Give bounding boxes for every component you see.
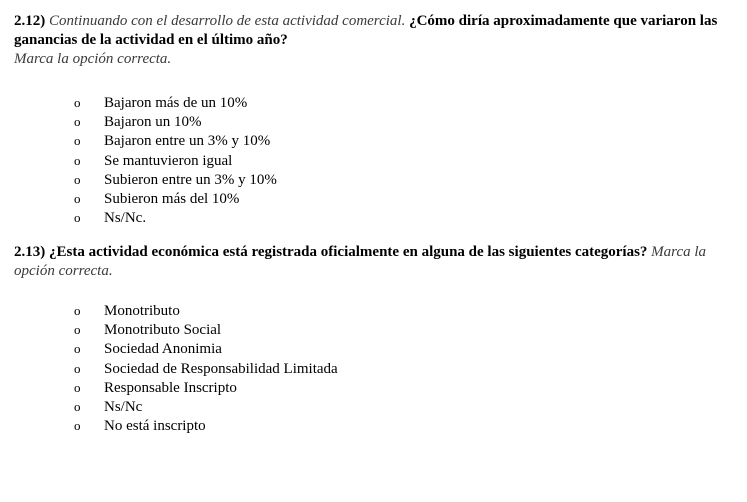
question-number: 2.13) xyxy=(14,244,46,260)
question-instruction: Marca la opción correcta. xyxy=(14,51,172,67)
option-item[interactable] xyxy=(14,397,734,416)
radio-circle-icon[interactable]: o xyxy=(74,152,81,168)
radio-circle-icon[interactable]: o xyxy=(74,303,81,318)
option-label: Monotributo xyxy=(104,303,180,319)
question-text: ¿Esta actividad económica está registrada oficialmente en alguna de las siguientes categorías? xyxy=(49,244,648,260)
option-label: Responsable Inscripto xyxy=(104,379,237,396)
question-intro: Continuando con el desarrollo de esta actividad comercial xyxy=(49,13,402,29)
question-2-13 xyxy=(14,243,734,435)
radio-circle-icon[interactable]: o xyxy=(74,95,81,110)
option-label: Subieron entre un 3% y 10% xyxy=(104,171,277,188)
radio-circle-icon[interactable]: o xyxy=(74,379,81,395)
option-item[interactable] xyxy=(14,359,734,378)
question-heading xyxy=(14,243,734,281)
radio-circle-icon[interactable]: o xyxy=(74,133,81,149)
question-2-12 xyxy=(14,12,734,227)
option-label: Ns/Nc. xyxy=(104,210,147,227)
option-item[interactable] xyxy=(14,131,734,150)
radio-circle-icon[interactable]: o xyxy=(74,210,81,226)
option-label: Ns/Nc xyxy=(104,398,143,415)
option-item[interactable] xyxy=(14,112,734,131)
options-list xyxy=(14,301,734,435)
question-instruction: Marca la opción correcta. xyxy=(14,244,707,279)
option-label: Se mantuvieron igual xyxy=(104,152,233,169)
radio-circle-icon[interactable]: o xyxy=(74,190,81,206)
radio-circle-icon[interactable]: o xyxy=(74,341,81,357)
option-item[interactable] xyxy=(14,339,734,358)
option-label: Bajaron más de un 10% xyxy=(104,95,248,111)
option-item[interactable] xyxy=(14,416,734,435)
option-label: Sociedad de Responsabilidad Limitada xyxy=(104,360,338,377)
option-item[interactable] xyxy=(14,93,734,112)
option-item[interactable] xyxy=(14,301,734,320)
radio-circle-icon[interactable]: o xyxy=(74,418,81,434)
question-text: ¿Cómo diría aproximadamente que variaron las ganancias de la actividad en el último año? xyxy=(14,13,718,48)
radio-circle-icon[interactable]: o xyxy=(74,171,81,187)
option-item[interactable] xyxy=(14,189,734,208)
radio-circle-icon[interactable]: o xyxy=(74,360,81,376)
question-heading xyxy=(14,12,734,50)
option-label: Subieron más del 10% xyxy=(104,190,240,207)
option-item[interactable] xyxy=(14,208,734,227)
option-label: Bajaron entre un 3% y 10% xyxy=(104,133,271,150)
option-label: No está inscripto xyxy=(104,418,206,435)
question-number: 2.12) xyxy=(14,13,46,29)
option-label: Bajaron un 10% xyxy=(104,114,202,131)
option-item[interactable] xyxy=(14,320,734,339)
options-list xyxy=(14,93,734,227)
radio-circle-icon[interactable]: o xyxy=(74,398,81,414)
survey-page xyxy=(14,12,734,435)
question-intro-end: . xyxy=(401,13,410,29)
option-item[interactable] xyxy=(14,151,734,170)
option-label: Monotributo Social xyxy=(104,322,222,339)
option-item[interactable] xyxy=(14,378,734,397)
option-label: Sociedad Anonimia xyxy=(104,341,222,358)
radio-circle-icon[interactable]: o xyxy=(74,114,81,130)
radio-circle-icon[interactable]: o xyxy=(74,322,81,338)
option-item[interactable] xyxy=(14,170,734,189)
